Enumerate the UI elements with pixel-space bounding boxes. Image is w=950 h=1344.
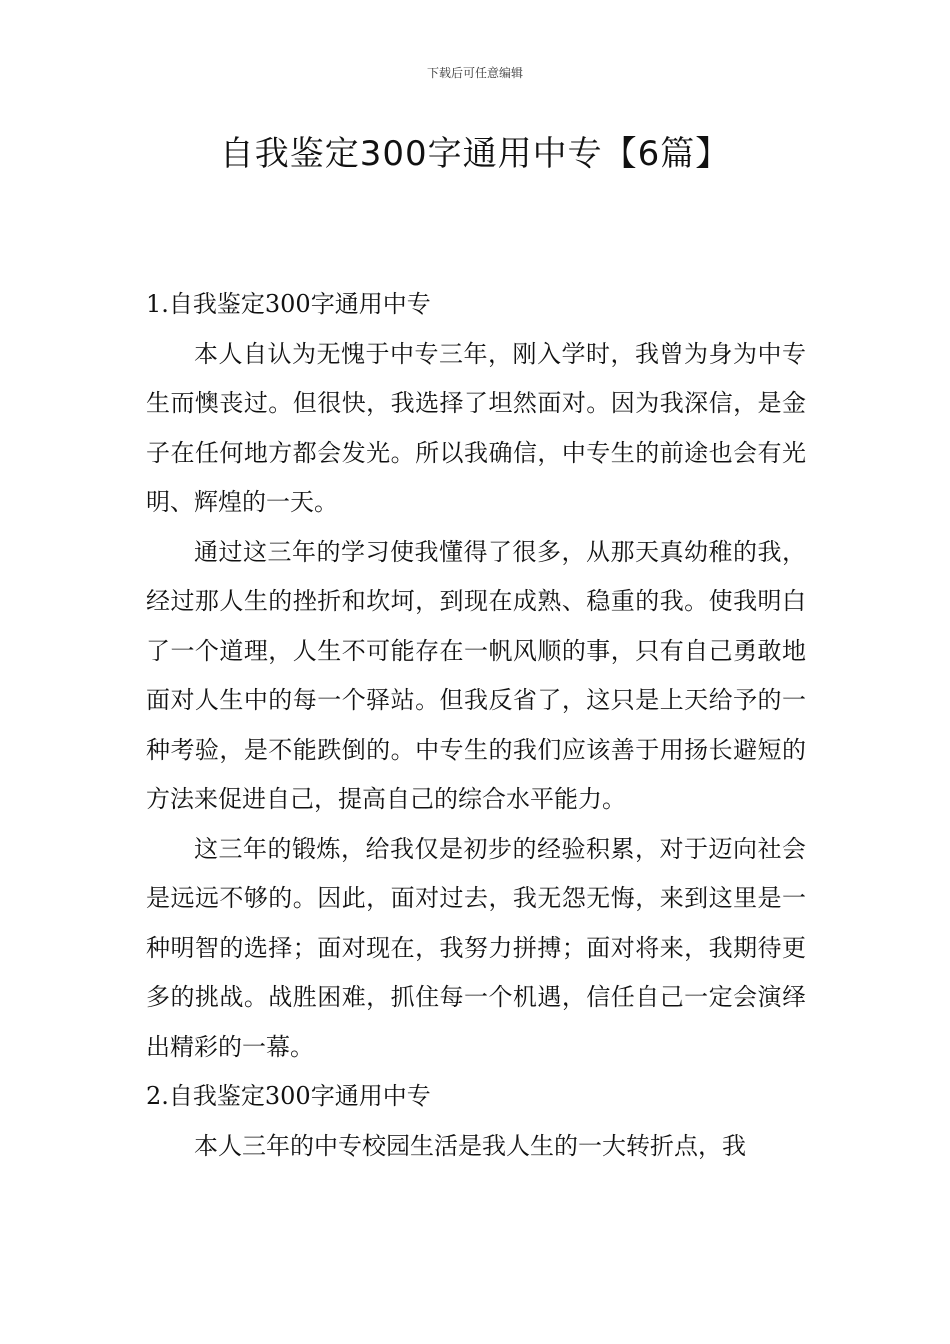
section-2 [146, 1072, 806, 1171]
section-1 [146, 280, 806, 1072]
document-title: 自我鉴定300字通用中专【6篇】 [219, 134, 731, 174]
document-body [146, 280, 806, 1171]
section-heading: 1.自我鉴定300字通用中专 [146, 290, 431, 318]
paragraph: 这三年的锻炼，给我仅是初步的经验积累，对于迈向社会是远远不够的。因此，面对过去，我无怨无悔，来到这里是一种明智的选择；面对现在，我努力拼搏；面对将来，我期待更多的挑战。战胜困难，抓住每一个机遇，信任自己一定会演绎出精彩的一幕。 [146, 834, 806, 1061]
paragraph: 通过这三年的学习使我懂得了很多，从那天真幼稚的我，经过那人生的挫折和坎坷，到现在成熟、稳重的我。使我明白了一个道理，人生不可能存在一帆风顺的事，只有自己勇敢地面对人生中的每一个驿站。但我反省了，这只是上天给予的一种考验，是不能跌倒的。中专生的我们应该善于用扬长避短的方法来促进自己，提高自己的综合水平能力。 [146, 537, 806, 813]
header-note: 下载后可任意编辑 [426, 66, 523, 80]
section-heading: 2.自我鉴定300字通用中专 [146, 1082, 431, 1110]
paragraph: 本人自认为无愧于中专三年，刚入学时，我曾为身为中专生而懊丧过。但很快，我选择了坦然面对。因为我深信，是金子在任何地方都会发光。所以我确信，中专生的前途也会有光明、辉煌的一天。 [146, 339, 806, 516]
paragraph: 本人三年的中专校园生活是我人生的一大转折点，我 [194, 1131, 746, 1160]
